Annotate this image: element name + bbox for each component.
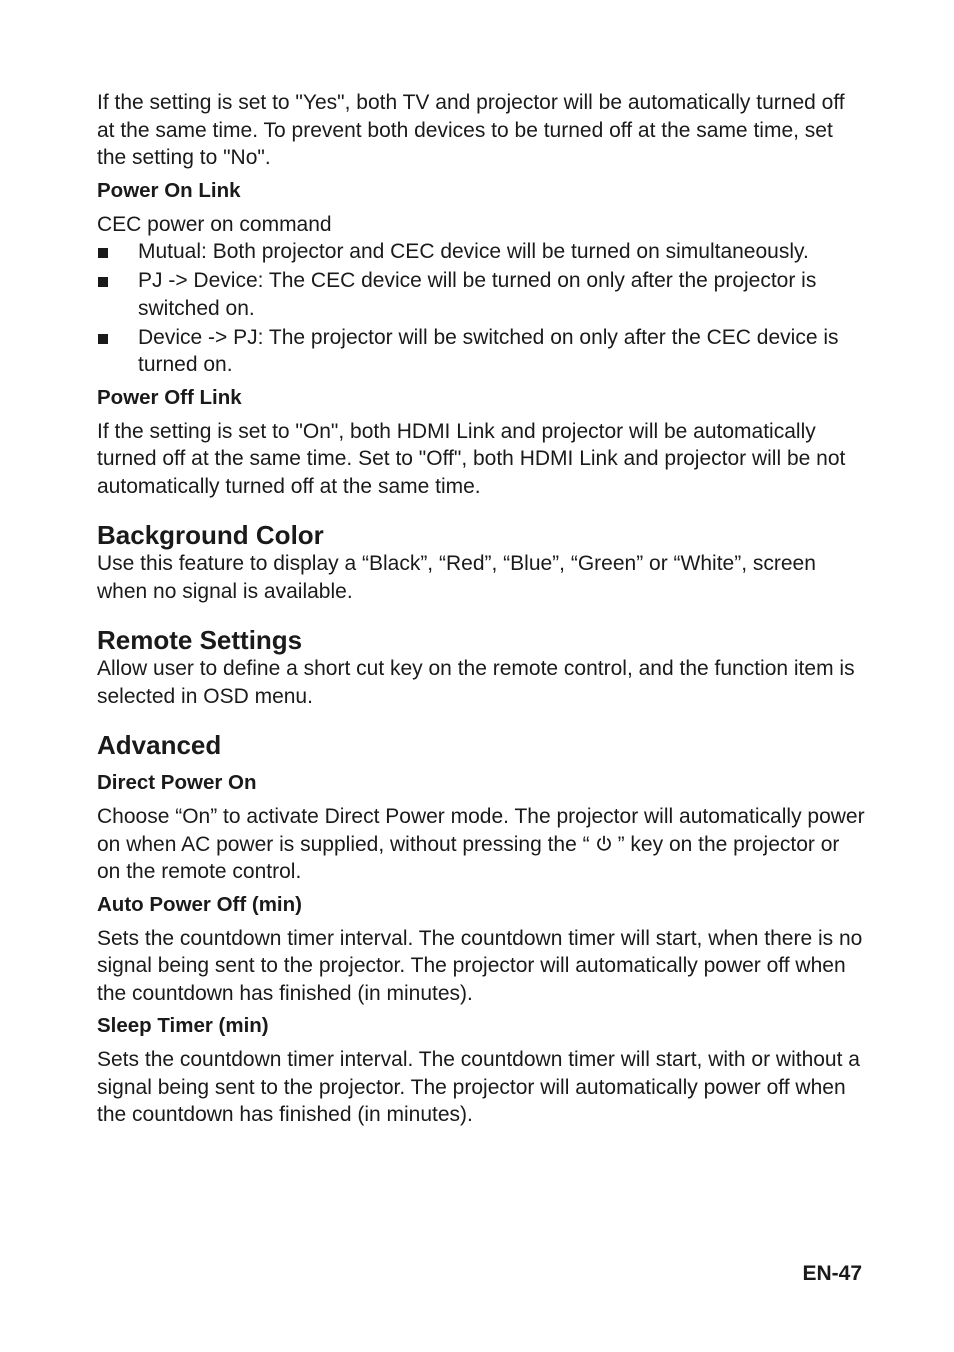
direct-power-on-heading: Direct Power On (97, 771, 257, 794)
direct-power-on-text: Choose “On” to activate Direct Power mode. The projector will automatically power on when AC power is supplied, without pressing the “ ” key on the projector or on the remote control. (97, 805, 865, 883)
list-item: PJ -> Device: The CEC device will be turned on only after the projector is switched on. (97, 267, 867, 322)
intro-paragraph: If the setting is set to "Yes", both TV and projector will be automatically turned off at the same time. To prevent both devices to be turned off at the same time, set the setting to "No". (97, 91, 845, 169)
power-on-link-list (97, 238, 867, 379)
power-off-link-heading: Power Off Link (97, 385, 242, 409)
list-item: Mutual: Both projector and CEC device will be turned on simultaneously. (97, 238, 867, 266)
advanced-heading: Advanced (97, 730, 222, 760)
auto-power-off-text: Sets the countdown timer interval. The countdown timer will start, when there is no signal being sent to the projector. The projector will automatically power off when the countdown has finished (in minutes). (97, 926, 863, 1005)
background-color-heading: Background Color (97, 520, 324, 550)
page-number: EN-47 (802, 1262, 862, 1285)
power-off-link-text: If the setting is set to "On", both HDMI Link and projector will be automatically turned off at the same time. Set to "Off", both HDMI Link and projector will be not automatically turned off at the same time. (97, 419, 846, 498)
manual-page (97, 89, 867, 1129)
remote-settings-heading: Remote Settings (97, 625, 303, 655)
sleep-timer-heading: Sleep Timer (min) (97, 1014, 269, 1037)
background-color-text: Use this feature to display a “Black”, “Red”, “Blue”, “Green” or “White”, screen when no signal is available. (97, 552, 816, 603)
square-bullet-icon (98, 248, 108, 258)
power-on-link-lead: CEC power on command (97, 212, 332, 236)
auto-power-off-heading: Auto Power Off (min) (97, 892, 302, 916)
list-item: Device -> PJ: The projector will be switched on only after the CEC device is turned on. (97, 324, 867, 379)
remote-settings-text: Allow user to define a short cut key on the remote control, and the function item is selected in OSD menu. (97, 657, 855, 708)
square-bullet-icon (98, 277, 108, 287)
sleep-timer-text: Sets the countdown timer interval. The countdown timer will start, with or without a signal being sent to the projector. The projector will automatically power off when the countdown has finished (in minutes). (97, 1048, 860, 1126)
power-icon (594, 834, 614, 854)
square-bullet-icon (98, 334, 108, 344)
power-on-link-heading: Power On Link (97, 178, 241, 202)
